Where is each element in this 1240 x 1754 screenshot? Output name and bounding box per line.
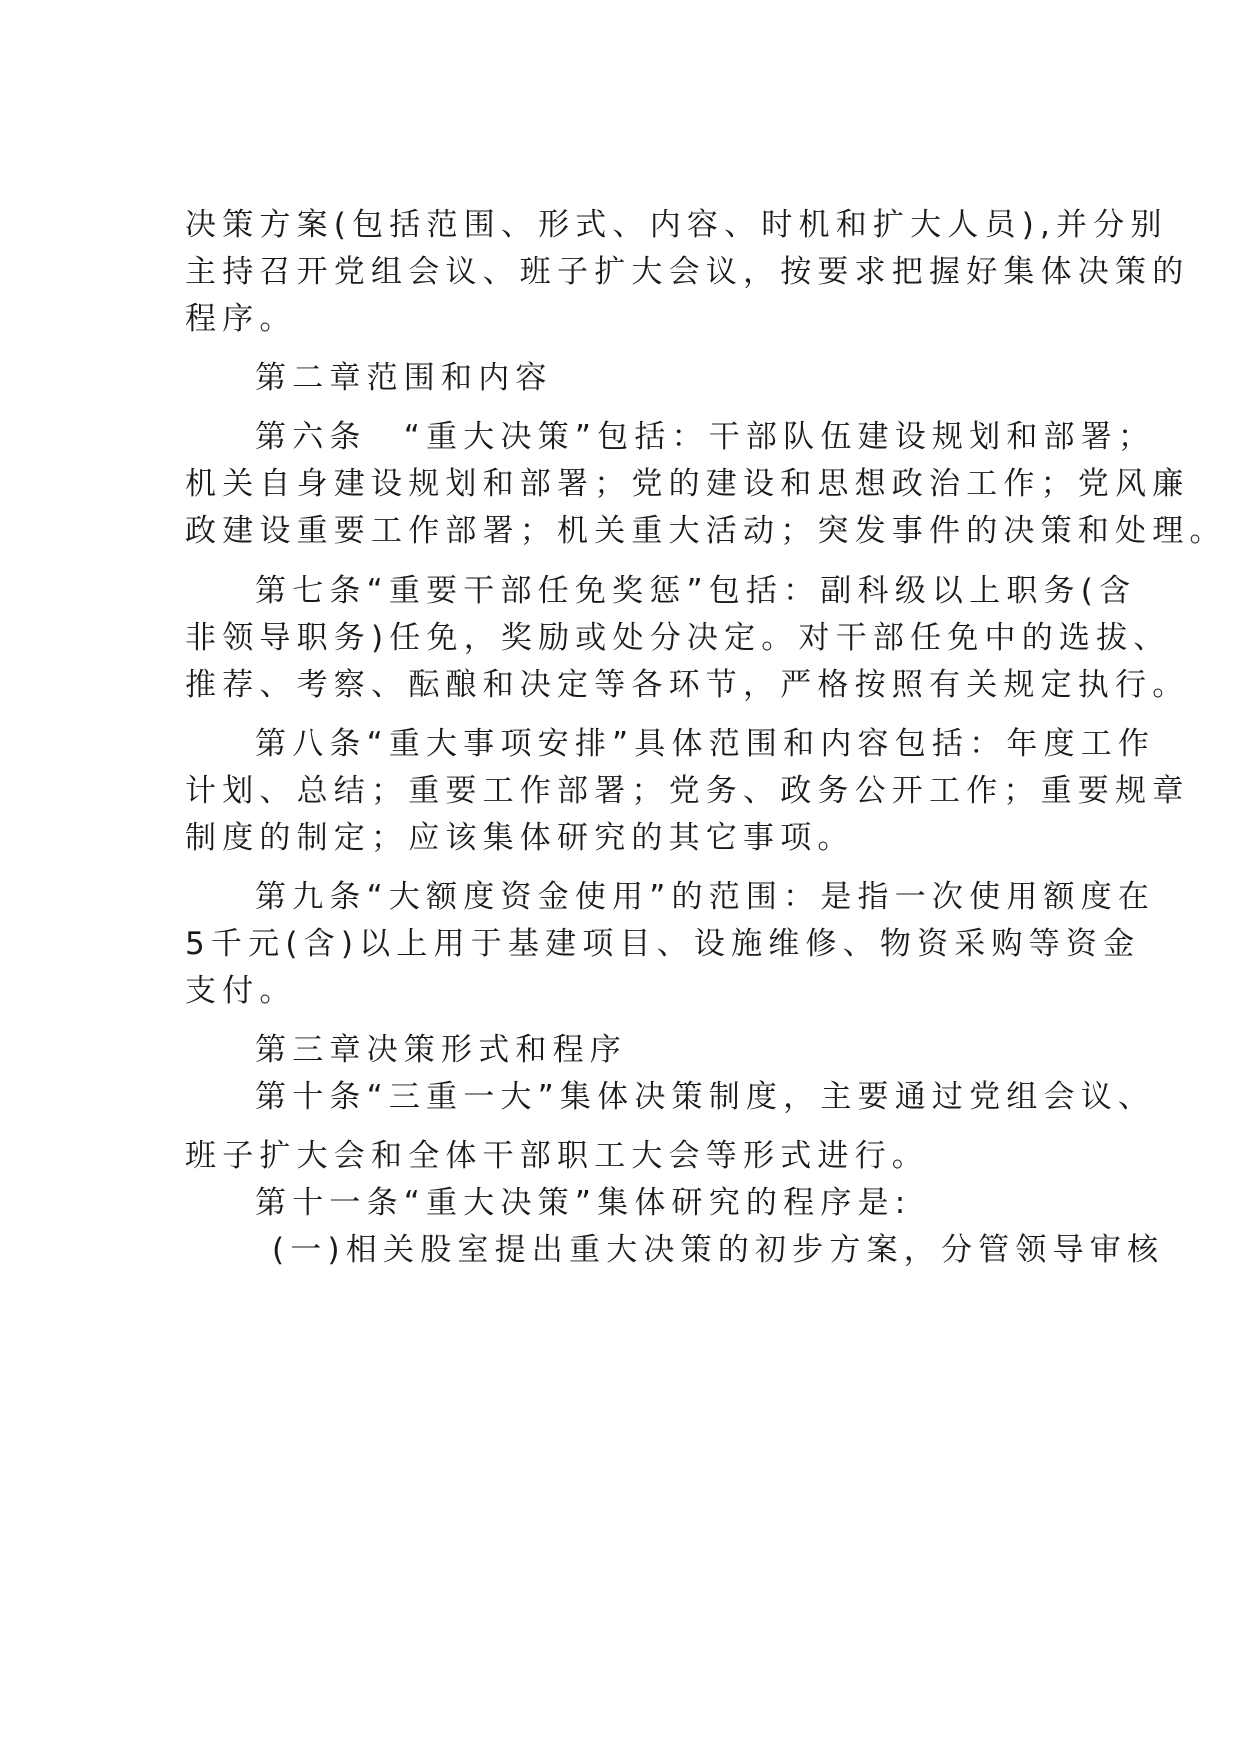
article-8-line: 第八条“重大事项安排”具体范围和内容包括：年度工作 xyxy=(255,726,1156,762)
chapter-heading: 第二章范围和内容 xyxy=(255,360,553,396)
article-11-item-line: (一)相关股室提出重大决策的初步方案，分管领导审核 xyxy=(272,1232,1165,1268)
article-11-line: 第十一条“重大决策”集体研究的程序是: xyxy=(255,1185,912,1221)
article-6-line: 机关自身建设规划和部署；党的建设和思想政治工作；党风廉 xyxy=(185,466,1190,502)
paragraph-line: 程序。 xyxy=(185,301,297,337)
article-10-line: 班子扩大会和全体干部职工大会等形式进行。 xyxy=(185,1138,929,1174)
article-7-line: 非领导职务)任免，奖励或处分决定。对干部任免中的选拔、 xyxy=(185,620,1171,656)
article-7-line: 推荐、考察、酝酿和决定等各环节，严格按照有关规定执行。 xyxy=(185,667,1190,703)
article-10-line: 第十条“三重一大”集体决策制度，主要通过党组会议、 xyxy=(255,1079,1156,1115)
article-8-line: 制度的制定；应该集体研究的其它事项。 xyxy=(185,820,855,856)
article-9-line: 5千元(含)以上用于基建项目、设施维修、物资采购等资金 xyxy=(185,926,1141,962)
paragraph-line: 主持召开党组会议、班子扩大会议，按要求把握好集体决策的 xyxy=(185,254,1190,290)
paragraph-line: 决策方案(包括范围、形式、内容、时机和扩大人员),并分别 xyxy=(185,207,1168,243)
article-6-line: 第六条 “重大决策”包括：干部队伍建设规划和部署； xyxy=(255,419,1156,455)
article-9-line: 支付。 xyxy=(185,973,297,1009)
article-7-line: 第七条“重要干部任免奖惩”包括：副科级以上职务(含 xyxy=(255,573,1137,609)
article-6-line: 政建设重要工作部署；机关重大活动；突发事件的决策和处理。 xyxy=(185,513,1227,549)
article-9-line: 第九条“大额度资金使用”的范围：是指一次使用额度在 xyxy=(255,879,1156,915)
chapter-heading: 第三章决策形式和程序 xyxy=(255,1032,627,1068)
article-8-line: 计划、总结；重要工作部署；党务、政务公开工作；重要规章 xyxy=(185,773,1190,809)
